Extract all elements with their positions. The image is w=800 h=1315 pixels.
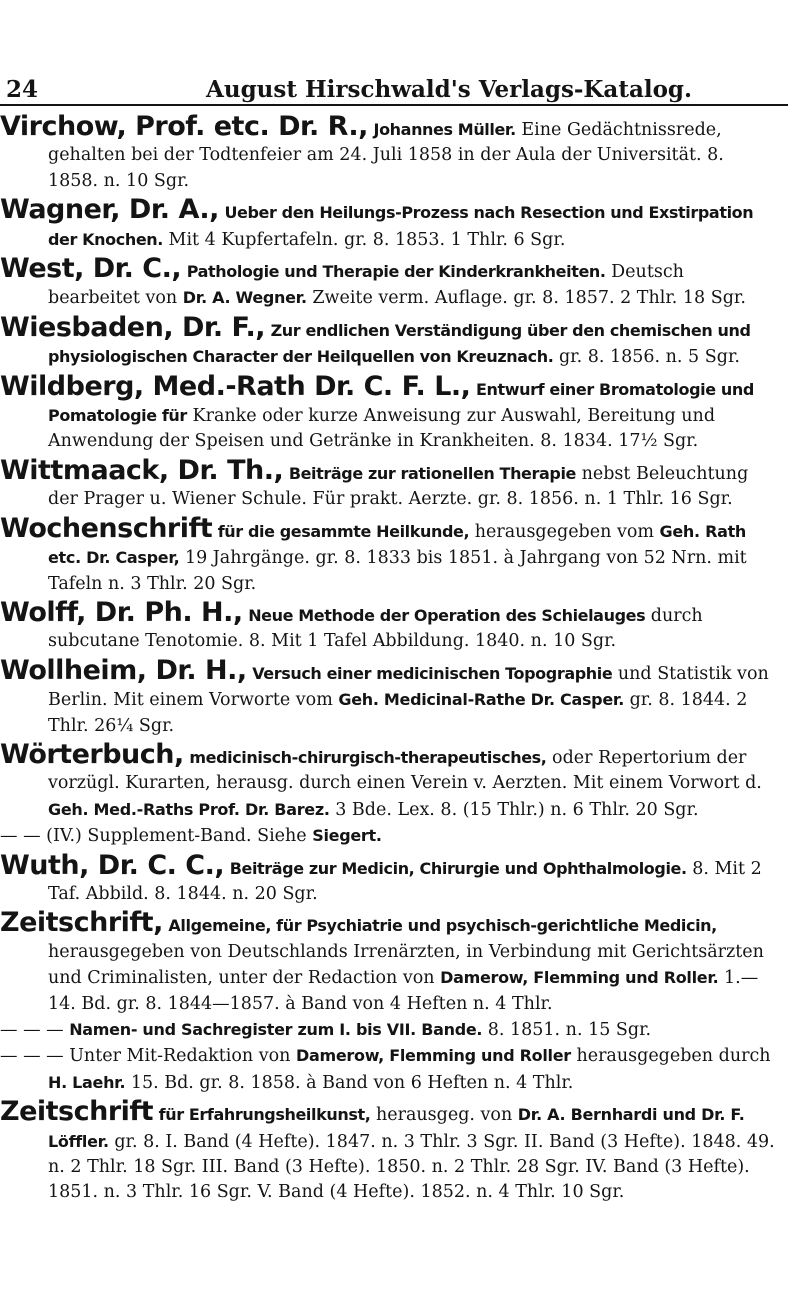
- entry-text: 8. 1851. n. 15 Sgr.: [487, 1020, 652, 1040]
- catalog-entry-continuation: [0, 823, 778, 849]
- entry-author: West, Dr. C.,: [0, 253, 182, 285]
- catalog-entry: [0, 512, 778, 597]
- entry-author: Zeitschrift: [0, 1096, 154, 1128]
- entry-text: Kranke oder kurze Anweisung zur Auswahl, Bereitung und Anwendung der Speisen und Getränke in Krankheiten. 8. 1834. 17½ Sgr.: [48, 406, 716, 452]
- entry-author: Virchow, Prof. etc. Dr. R.,: [0, 111, 368, 142]
- entry-text: herausgegeben von Deutschlands Irrenärzten, in Verbindung mit Gerichtsärzten und Criminalisten, unter der Redaction von: [48, 941, 764, 989]
- entry-subject: für die gesammte Heilkunde,: [217, 521, 470, 541]
- entry-text: nebst Beleuchtung der Prager u. Wiener Schule. Für prakt. Aerzte. gr. 8. 1856. n. 1 Thlr. 16 Sgr.: [48, 463, 749, 510]
- entry-text: 3 Bde. Lex. 8. (15 Thlr.) n. 6 Thlr. 20 Sgr.: [335, 799, 699, 820]
- entry-author: Wochenschrift: [0, 512, 213, 544]
- entry-author: Wagner, Dr. A.,: [0, 194, 219, 226]
- entry-text: oder Repertorium der vorzügl. Kurarten, herausg. durch einen Verein v. Aerzten. Mit einem Vorwort d.: [48, 747, 762, 794]
- entry-subject: Beiträge zur rationellen Therapie: [288, 463, 576, 483]
- entry-subject: Versuch einer medicinischen Topographie: [252, 663, 613, 683]
- entry-text: herausgegeben durch: [576, 1046, 771, 1067]
- entry-text: gr. 8. 1844. 2 Thlr. 26¼ Sgr.: [48, 690, 748, 736]
- catalog-entry: [0, 194, 778, 253]
- entry-text: herausgegeben vom: [474, 521, 654, 542]
- entry-author: Wörterbuch,: [0, 738, 184, 770]
- entry-subject: Pathologie und Therapie der Kinderkrankheiten.: [186, 262, 606, 282]
- entry-text: Zweite verm. Auflage. gr. 8. 1857. 2 Thlr. 18 Sgr.: [312, 288, 746, 309]
- entry-name-ref: Namen- und Sachregister zum I. bis VII. Bande.: [69, 1020, 483, 1039]
- catalog-entries: [0, 111, 778, 1209]
- catalog-entry: [0, 370, 778, 455]
- entry-text: Eine Gedächtnissrede, gehalten bei der Todtenfeier am 24. Juli 1858 in der Aula der Universität. 8. 1858. n. 10 Sgr.: [48, 120, 724, 191]
- catalog-entry: [0, 907, 778, 1017]
- entry-subject: Zur endlichen Verständigung über den chemischen und physiologischen Character der Heilquellen von Kreuznach.: [48, 320, 751, 367]
- entry-subject: für Erfahrungsheilkunst,: [158, 1105, 371, 1125]
- entry-name-ref: Geh. Med.-Raths Prof. Dr. Barez.: [48, 799, 330, 819]
- entry-text: 8. Mit 2 Taf. Abbild. 8. 1844. n. 20 Sgr.: [48, 858, 762, 904]
- entry-author: Wollheim, Dr. H.,: [0, 654, 247, 686]
- entry-text: durch subcutane Tenotomie. 8. Mit 1 Tafel Abbildung. 1840. n. 10 Sgr.: [48, 605, 703, 652]
- header-rule: [0, 104, 788, 106]
- entry-subject: Beiträge zur Medicin, Chirurgie und Ophthalmologie.: [229, 858, 687, 878]
- catalog-entry: [0, 738, 778, 823]
- catalog-entry: [0, 454, 778, 513]
- entry-subject: medicinisch-chirurgisch-therapeutisches,: [189, 747, 547, 767]
- catalog-entry: [0, 596, 778, 655]
- catalog-entry: [0, 849, 778, 908]
- entry-text: und Statistik von Berlin. Mit einem Vorworte vom: [48, 663, 769, 711]
- page-header: [0, 76, 800, 106]
- entry-name-ref: Damerow, Flemming und Roller: [296, 1046, 571, 1066]
- running-title: August Hirschwald's Verlags-Katalog.: [206, 76, 693, 103]
- entry-subject: Neue Methode der Operation des Schielauges: [248, 605, 646, 625]
- entry-subject: Johannes Müller.: [373, 120, 516, 139]
- catalog-entry: [0, 111, 778, 194]
- entry-name-ref: H. Laehr.: [48, 1072, 126, 1092]
- catalog-entry: [0, 253, 778, 312]
- page-number: 24: [6, 76, 39, 103]
- entry-name-ref: Dr. A. Wegner.: [182, 288, 307, 308]
- entry-text: herausgeg. von: [375, 1105, 513, 1126]
- entry-name-ref: Geh. Medicinal-Rathe Dr. Casper.: [338, 690, 624, 710]
- entry-author: Wiesbaden, Dr. F.,: [0, 311, 266, 343]
- entry-name-ref: Geh. Rath etc. Dr. Casper,: [48, 521, 747, 568]
- entry-text: 19 Jahrgänge. gr. 8. 1833 bis 1851. à Jahrgang von 52 Nrn. mit Tafeln n. 3 Thlr. 20 Sgr.: [48, 548, 747, 594]
- entry-text: Deutsch bearbeitet von: [48, 262, 684, 309]
- entry-name-ref: Dr. A. Bernhardi und Dr. F. Löffler.: [48, 1105, 745, 1151]
- entry-author: Wolff, Dr. Ph. H.,: [0, 596, 243, 628]
- entry-author: Wittmaack, Dr. Th.,: [0, 454, 284, 486]
- catalog-entry-continuation: [0, 1017, 778, 1043]
- entry-text: — — —: [0, 1020, 64, 1040]
- entry-subject: Entwurf einer Bromatologie und Pomatologie für: [48, 379, 754, 426]
- entry-name-ref: Siegert.: [312, 826, 382, 846]
- entry-text: — — — Unter Mit-Redaktion von: [0, 1046, 291, 1067]
- entry-text: gr. 8. I. Band (4 Hefte). 1847. n. 3 Thlr. 3 Sgr. II. Band (3 Hefte). 1848. 49. n. 2 Thlr. 18 Sgr. III. Band (3 Hefte). 1850. n. 2 Thlr. 28 Sgr. IV. Band (3 Hefte). 1851. n. 3 Thlr. 16 Sgr. V. Band (4 Hefte). 1852. n. 4 Thlr. 10 Sgr.: [48, 1131, 775, 1203]
- entry-subject: Allgemeine, für Psychiatrie und psychisch-gerichtliche Medicin,: [168, 916, 717, 936]
- entry-subject: Ueber den Heilungs-Prozess nach Resection und Exstirpation der Knochen.: [48, 203, 754, 249]
- catalog-entry-continuation: [0, 1043, 778, 1096]
- catalog-entry: [0, 311, 778, 371]
- entry-text: gr. 8. 1856. n. 5 Sgr.: [558, 347, 740, 368]
- entry-name-ref: Damerow, Flemming und Roller.: [440, 968, 719, 988]
- catalog-entry: [0, 654, 778, 739]
- entry-author: Zeitschrift,: [0, 907, 163, 939]
- entry-author: Wuth, Dr. C. C.,: [0, 849, 225, 881]
- entry-author: Wildberg, Med.-Rath Dr. C. F. L.,: [0, 370, 471, 402]
- entry-text: Mit 4 Kupfertafeln. gr. 8. 1853. 1 Thlr. 6 Sgr.: [168, 229, 566, 250]
- entry-text: — — (IV.) Supplement-Band. Siehe: [0, 826, 307, 847]
- entry-text: 1.—14. Bd. gr. 8. 1844—1857. à Band von 4 Heften n. 4 Thlr.: [48, 968, 759, 1014]
- entry-text: 15. Bd. gr. 8. 1858. à Band von 6 Heften n. 4 Thlr.: [130, 1072, 574, 1093]
- catalog-entry: [0, 1096, 778, 1206]
